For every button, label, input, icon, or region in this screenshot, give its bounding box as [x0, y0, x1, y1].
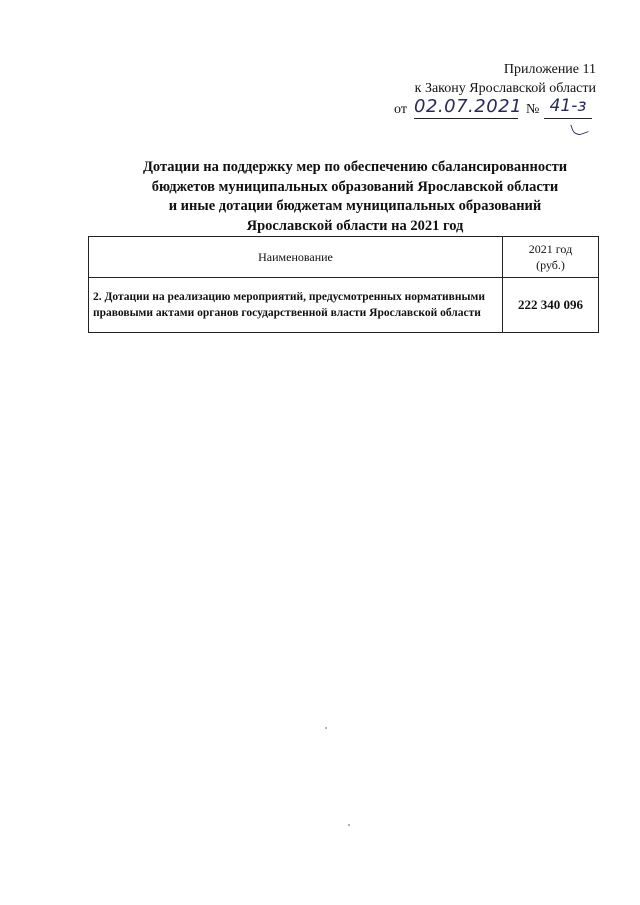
row-amount-cell: 222 340 096 [503, 278, 599, 333]
table-header-row [89, 237, 599, 278]
title-line: Ярославской области на 2021 год [246, 217, 464, 234]
subsidy-table [88, 236, 599, 333]
scan-speck [325, 727, 327, 729]
appendix-law-reference: к Закону Ярославской области [414, 81, 596, 96]
column-header-year [503, 237, 599, 278]
title-line: Дотации на поддержку мер по обеспечению сбалансированности [142, 159, 568, 175]
scan-speck [348, 824, 350, 826]
law-date-line [336, 98, 596, 124]
appendix-number: Приложение 11 [503, 62, 596, 77]
appendix-header [336, 60, 596, 98]
row-name-cell: 2. Дотации на реализацию мероприятий, предусмотренных нормативными правовыми актами органов государственной власти Ярославской области [89, 278, 503, 333]
law-date-handwritten: 02.07.2021 [414, 96, 523, 117]
number-label: № [526, 102, 540, 117]
from-label: от [394, 102, 407, 117]
column-header-name: Наименование [89, 237, 503, 278]
table-row [89, 278, 599, 333]
law-number-handwritten: 41-з [544, 96, 592, 119]
title-line: бюджетов муниципальных образований Ярославской области [151, 178, 559, 195]
column-header-year-label: 2021 год [528, 242, 573, 256]
column-header-currency: (руб.) [536, 258, 565, 272]
title-line: и иные дотации бюджетам муниципальных образований [168, 198, 542, 214]
document-title [95, 158, 615, 236]
